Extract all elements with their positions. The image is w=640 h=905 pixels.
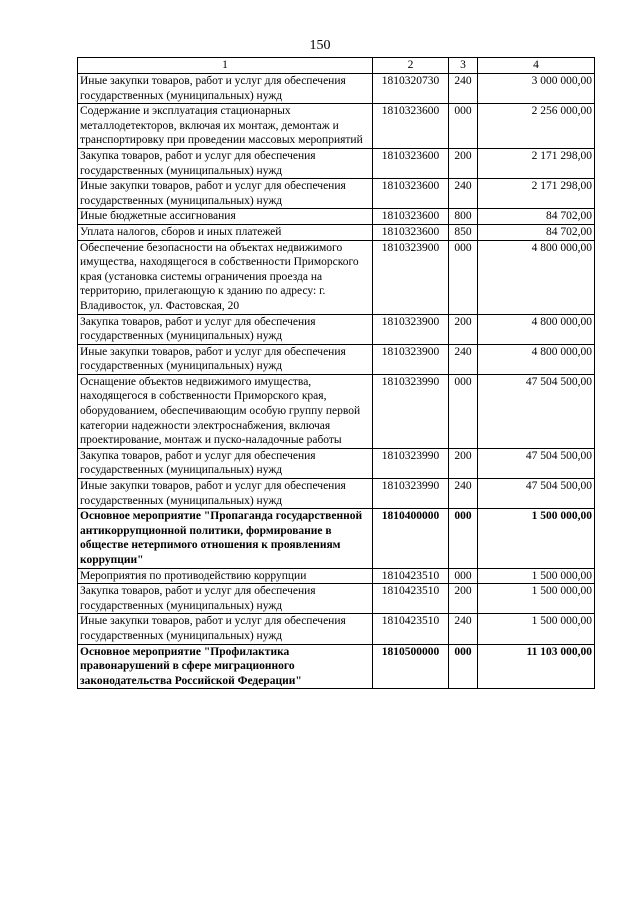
table-row (78, 374, 595, 448)
table-row (78, 240, 595, 314)
row-amount-cell: 2 171 298,00 (478, 148, 595, 178)
row-kind-cell: 240 (449, 179, 478, 209)
row-amount-cell: 47 504 500,00 (478, 374, 595, 448)
row-name-cell: Обеспечение безопасности на объектах недвижимого имущества, находящегося в собственности Приморского края (установка системы ограничения проезда на территорию, прилегающую к зданию по адресу: г. Владивосток, ул. Фастовская, 20 (78, 240, 373, 314)
row-amount-cell: 1 500 000,00 (478, 584, 595, 614)
row-code-cell: 1810423510 (373, 584, 449, 614)
row-code-cell: 1810400000 (373, 509, 449, 568)
row-amount-cell: 47 504 500,00 (478, 448, 595, 478)
row-code-cell: 1810323600 (373, 209, 449, 225)
row-kind-cell: 200 (449, 148, 478, 178)
row-code-cell: 1810323600 (373, 224, 449, 240)
row-amount-cell: 4 800 000,00 (478, 240, 595, 314)
header-col-3: 3 (449, 58, 478, 74)
row-name-cell: Мероприятия по противодействию коррупции (78, 568, 373, 584)
row-amount-cell: 47 504 500,00 (478, 479, 595, 509)
row-code-cell: 1810423510 (373, 614, 449, 644)
row-kind-cell: 800 (449, 209, 478, 225)
row-kind-cell: 000 (449, 374, 478, 448)
row-code-cell: 1810323990 (373, 479, 449, 509)
table-row (78, 344, 595, 374)
row-kind-cell: 000 (449, 644, 478, 689)
table-row (78, 148, 595, 178)
row-amount-cell: 2 171 298,00 (478, 179, 595, 209)
row-name-cell: Иные бюджетные ассигнования (78, 209, 373, 225)
table-header-row (78, 58, 595, 74)
row-code-cell: 1810500000 (373, 644, 449, 689)
row-name-cell: Основное мероприятие "Профилактика правонарушений в сфере миграционного законодательства Российской Федерации" (78, 644, 373, 689)
table-row (78, 314, 595, 344)
table-row (78, 209, 595, 225)
row-name-cell: Иные закупки товаров, работ и услуг для обеспечения государственных (муниципальных) нужд (78, 344, 373, 374)
row-kind-cell: 000 (449, 509, 478, 568)
row-code-cell: 1810323900 (373, 344, 449, 374)
row-kind-cell: 000 (449, 568, 478, 584)
row-kind-cell: 200 (449, 448, 478, 478)
row-name-cell: Закупка товаров, работ и услуг для обеспечения государственных (муниципальных) нужд (78, 148, 373, 178)
row-amount-cell: 11 103 000,00 (478, 644, 595, 689)
table-row (78, 179, 595, 209)
table-row (78, 614, 595, 644)
table-row (78, 74, 595, 104)
row-kind-cell: 240 (449, 344, 478, 374)
table-row (78, 104, 595, 149)
row-kind-cell: 000 (449, 240, 478, 314)
row-kind-cell: 200 (449, 314, 478, 344)
row-kind-cell: 240 (449, 614, 478, 644)
row-kind-cell: 850 (449, 224, 478, 240)
row-amount-cell: 3 000 000,00 (478, 74, 595, 104)
budget-table (77, 57, 595, 689)
row-name-cell: Закупка товаров, работ и услуг для обеспечения государственных (муниципальных) нужд (78, 584, 373, 614)
row-amount-cell: 4 800 000,00 (478, 314, 595, 344)
table-row (78, 224, 595, 240)
table-row (78, 509, 595, 568)
row-amount-cell: 1 500 000,00 (478, 509, 595, 568)
table-row (78, 644, 595, 689)
row-name-cell: Иные закупки товаров, работ и услуг для обеспечения государственных (муниципальных) нужд (78, 479, 373, 509)
row-amount-cell: 2 256 000,00 (478, 104, 595, 149)
row-amount-cell: 1 500 000,00 (478, 568, 595, 584)
row-amount-cell: 84 702,00 (478, 224, 595, 240)
row-code-cell: 1810320730 (373, 74, 449, 104)
table-row (78, 448, 595, 478)
row-name-cell: Закупка товаров, работ и услуг для обеспечения государственных (муниципальных) нужд (78, 448, 373, 478)
row-code-cell: 1810323990 (373, 448, 449, 478)
header-col-1: 1 (78, 58, 373, 74)
row-name-cell: Иные закупки товаров, работ и услуг для обеспечения государственных (муниципальных) нужд (78, 74, 373, 104)
row-code-cell: 1810423510 (373, 568, 449, 584)
row-name-cell: Закупка товаров, работ и услуг для обеспечения государственных (муниципальных) нужд (78, 314, 373, 344)
table-row (78, 479, 595, 509)
row-kind-cell: 000 (449, 104, 478, 149)
header-col-2: 2 (373, 58, 449, 74)
table-row (78, 568, 595, 584)
row-code-cell: 1810323900 (373, 240, 449, 314)
row-name-cell: Содержание и эксплуатация стационарных металлодетекторов, включая их монтаж, демонтаж и транспортировку при проведении массовых мероприятий (78, 104, 373, 149)
row-code-cell: 1810323600 (373, 104, 449, 149)
row-kind-cell: 240 (449, 479, 478, 509)
header-col-4: 4 (478, 58, 595, 74)
row-code-cell: 1810323600 (373, 179, 449, 209)
table-body (78, 74, 595, 689)
row-name-cell: Основное мероприятие "Пропаганда государственной антикоррупционной политики, формирование в обществе нетерпимого отношения к проявлениям коррупции" (78, 509, 373, 568)
row-code-cell: 1810323990 (373, 374, 449, 448)
row-code-cell: 1810323600 (373, 148, 449, 178)
row-kind-cell: 240 (449, 74, 478, 104)
row-code-cell: 1810323900 (373, 314, 449, 344)
row-amount-cell: 4 800 000,00 (478, 344, 595, 374)
table-row (78, 584, 595, 614)
row-name-cell: Уплата налогов, сборов и иных платежей (78, 224, 373, 240)
row-kind-cell: 200 (449, 584, 478, 614)
row-amount-cell: 84 702,00 (478, 209, 595, 225)
row-amount-cell: 1 500 000,00 (478, 614, 595, 644)
row-name-cell: Оснащение объектов недвижимого имущества, находящегося в собственности Приморского края, оборудованием, обеспечивающим особую группу первой категории надежности электроснабжения, включая проектирование, монтаж и пуско-наладочные работы (78, 374, 373, 448)
page-number: 150 (309, 38, 331, 53)
row-name-cell: Иные закупки товаров, работ и услуг для обеспечения государственных (муниципальных) нужд (78, 179, 373, 209)
row-name-cell: Иные закупки товаров, работ и услуг для обеспечения государственных (муниципальных) нужд (78, 614, 373, 644)
